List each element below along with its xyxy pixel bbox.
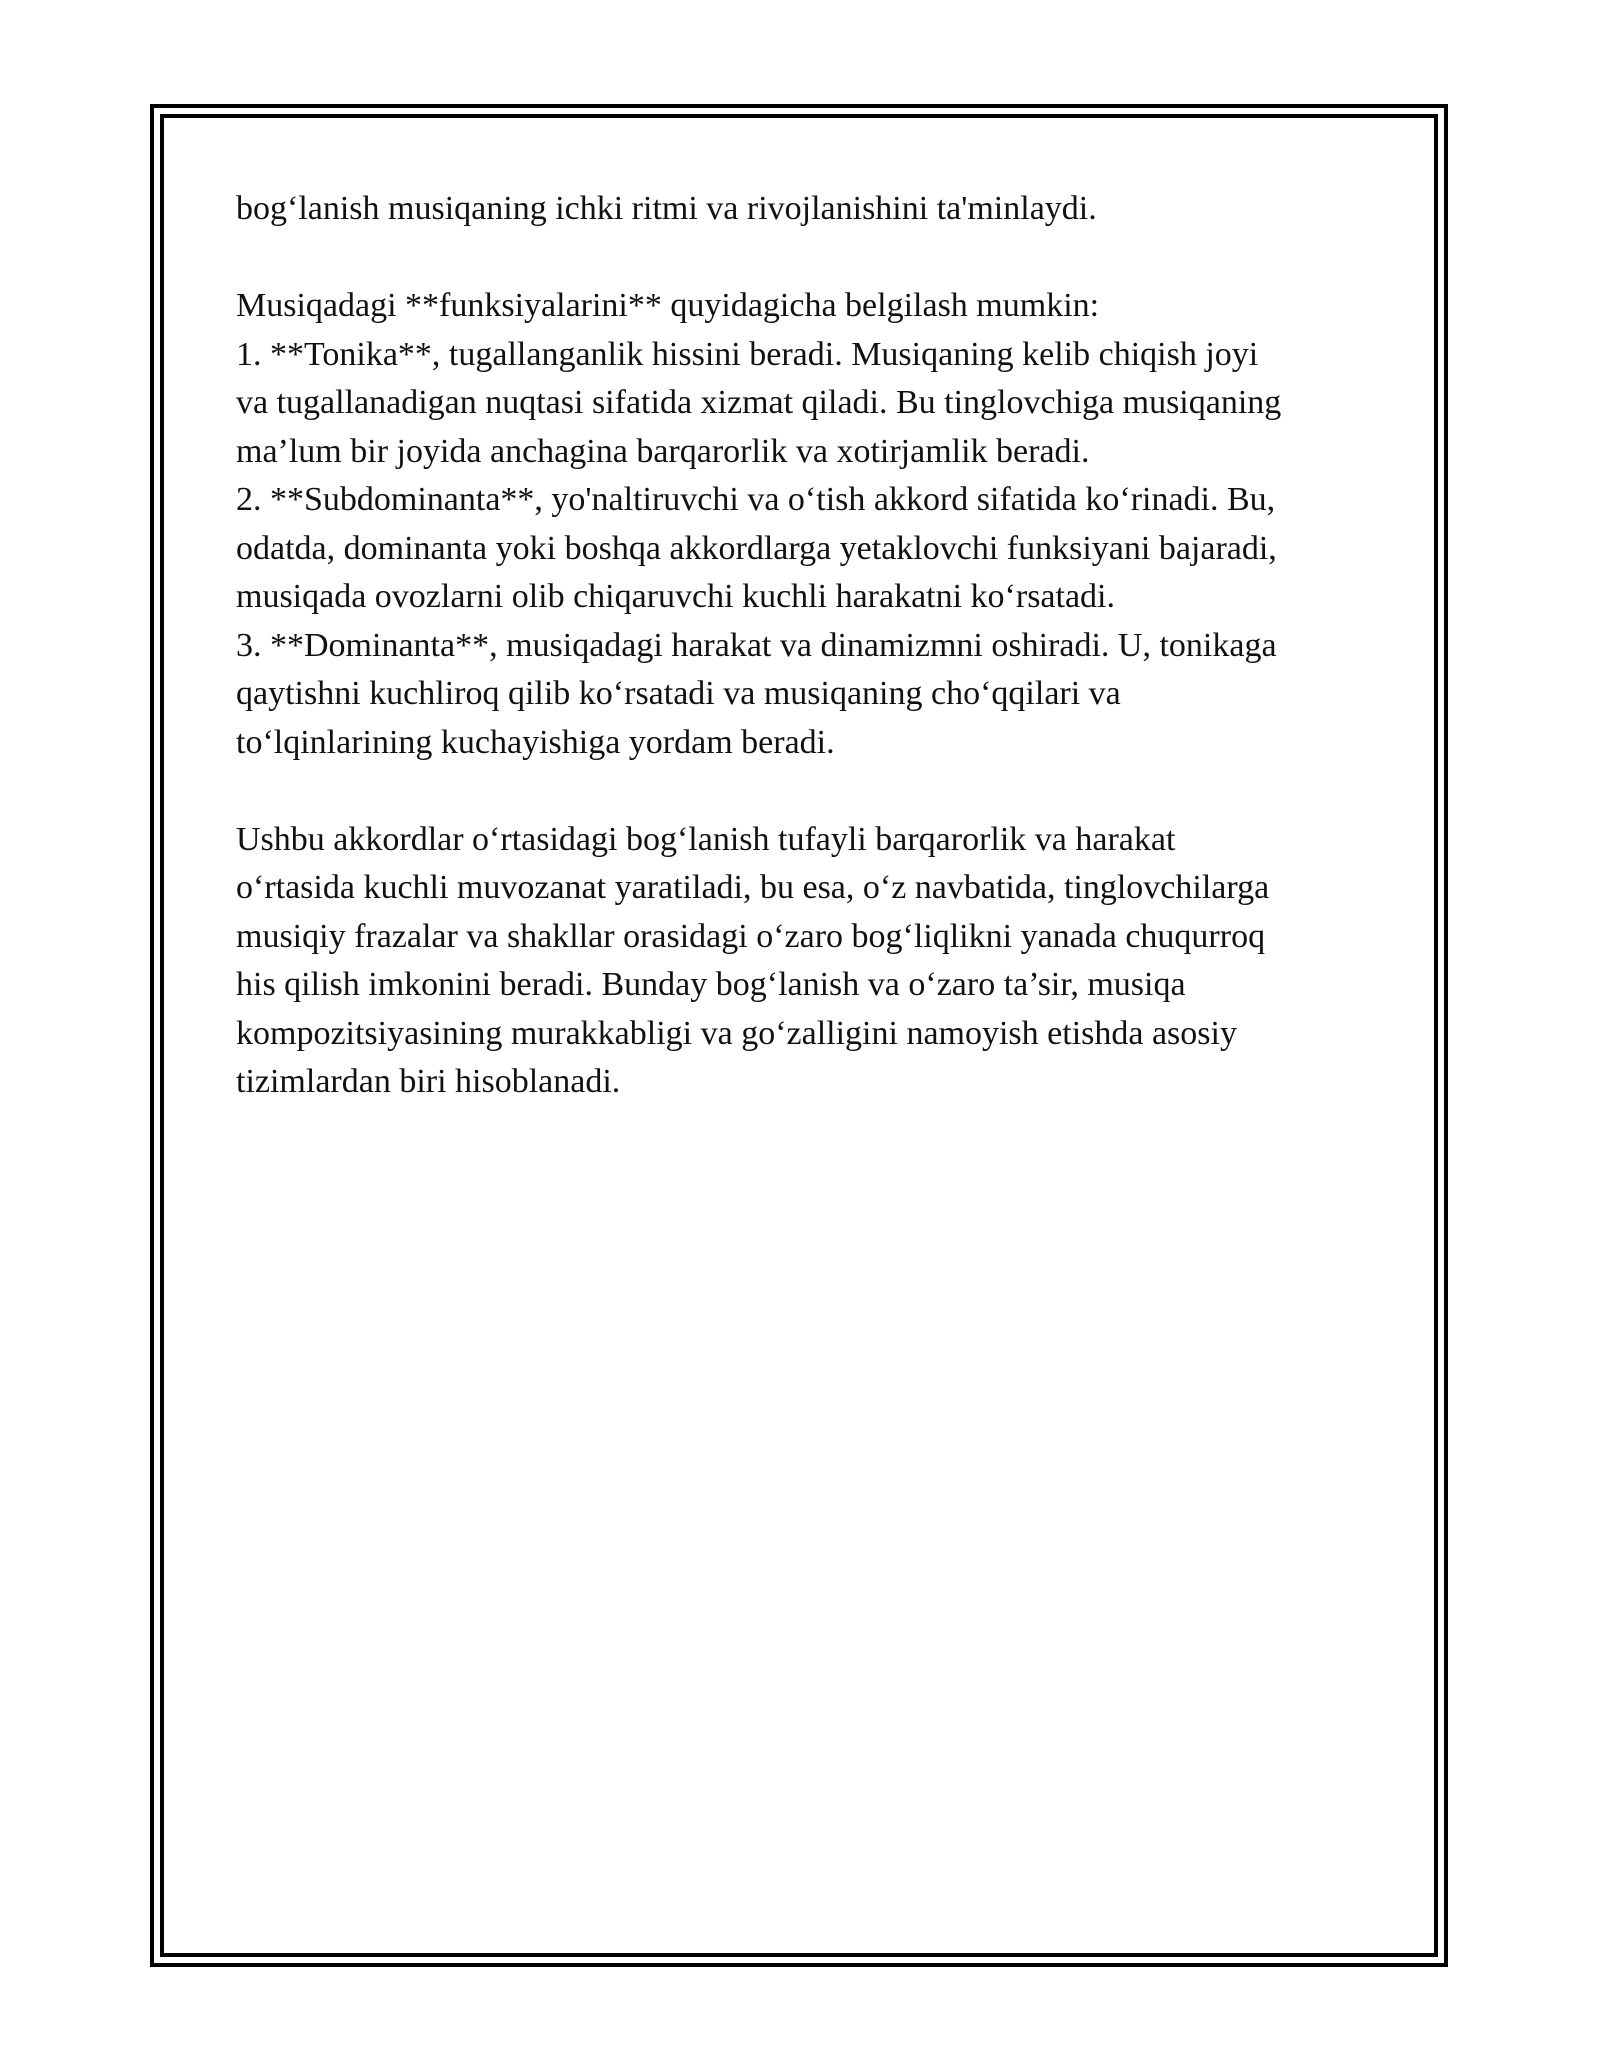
paragraph-functions (236, 282, 1376, 767)
text-line: 1. **Tonika**, tugallanganlik hissini beradi. Musiqaning kelib chiqish joyi (236, 335, 1259, 373)
paragraph-gap (236, 234, 1376, 283)
text-line: o‘rtasida kuchli muvozanat yaratiladi, bu esa, o‘z navbatida, tinglovchilarga (236, 869, 1270, 906)
text-line: Ushbu akkordlar o‘rtasidagi bog‘lanish tufayli barqarorlik va harakat (236, 820, 1176, 858)
text-line: musiqada ovozlarni olib chiqaruvchi kuchli harakatni ko‘rsatadi. (236, 578, 1116, 615)
text-line: 3. **Dominanta**, musiqadagi harakat va dinamizmni oshiradi. U, tonikaga (236, 626, 1277, 664)
paragraph-conclusion (236, 816, 1376, 1107)
text-line: ma’lum bir joyida anchagina barqarorlik va xotirjamlik beradi. (236, 432, 1090, 470)
paragraph-gap (236, 767, 1376, 816)
text-line: musiqiy frazalar va shakllar orasidagi o‘zaro bog‘liqlikni yanada chuqurroq (236, 917, 1266, 955)
text-line: kompozitsiyasining murakkabligi va go‘zalligini namoyish etishda asosiy (236, 1014, 1237, 1052)
text-line: his qilish imkonini beradi. Bunday bog‘lanish va o‘zaro ta’sir, musiqa (236, 966, 1186, 1003)
text-line: 2. **Subdominanta**, yo'naltiruvchi va o‘tish akkord sifatida ko‘rinadi. Bu, (236, 481, 1276, 518)
paragraph-continuation (236, 185, 1376, 234)
text-line: va tugallanadigan nuqtasi sifatida xizmat qiladi. Bu tinglovchiga musiqaning (236, 384, 1282, 421)
text-line: to‘lqinlarining kuchayishiga yordam beradi. (236, 723, 835, 761)
text-line: tizimlardan biri hisoblanadi. (236, 1063, 621, 1100)
text-line: Musiqadagi **funksiyalarini** quyidagicha belgilash mumkin: (236, 287, 1100, 324)
text-line: qaytishni kuchliroq qilib ko‘rsatadi va musiqaning cho‘qqilari va (236, 675, 1121, 712)
text-line: odatda, dominanta yoki boshqa akkordlarga yetaklovchi funksiyani bajaradi, (236, 529, 1277, 567)
text-line: bog‘lanish musiqaning ichki ritmi va rivojlanishini ta'minlaydi. (236, 190, 1097, 227)
document-body (236, 185, 1376, 1107)
